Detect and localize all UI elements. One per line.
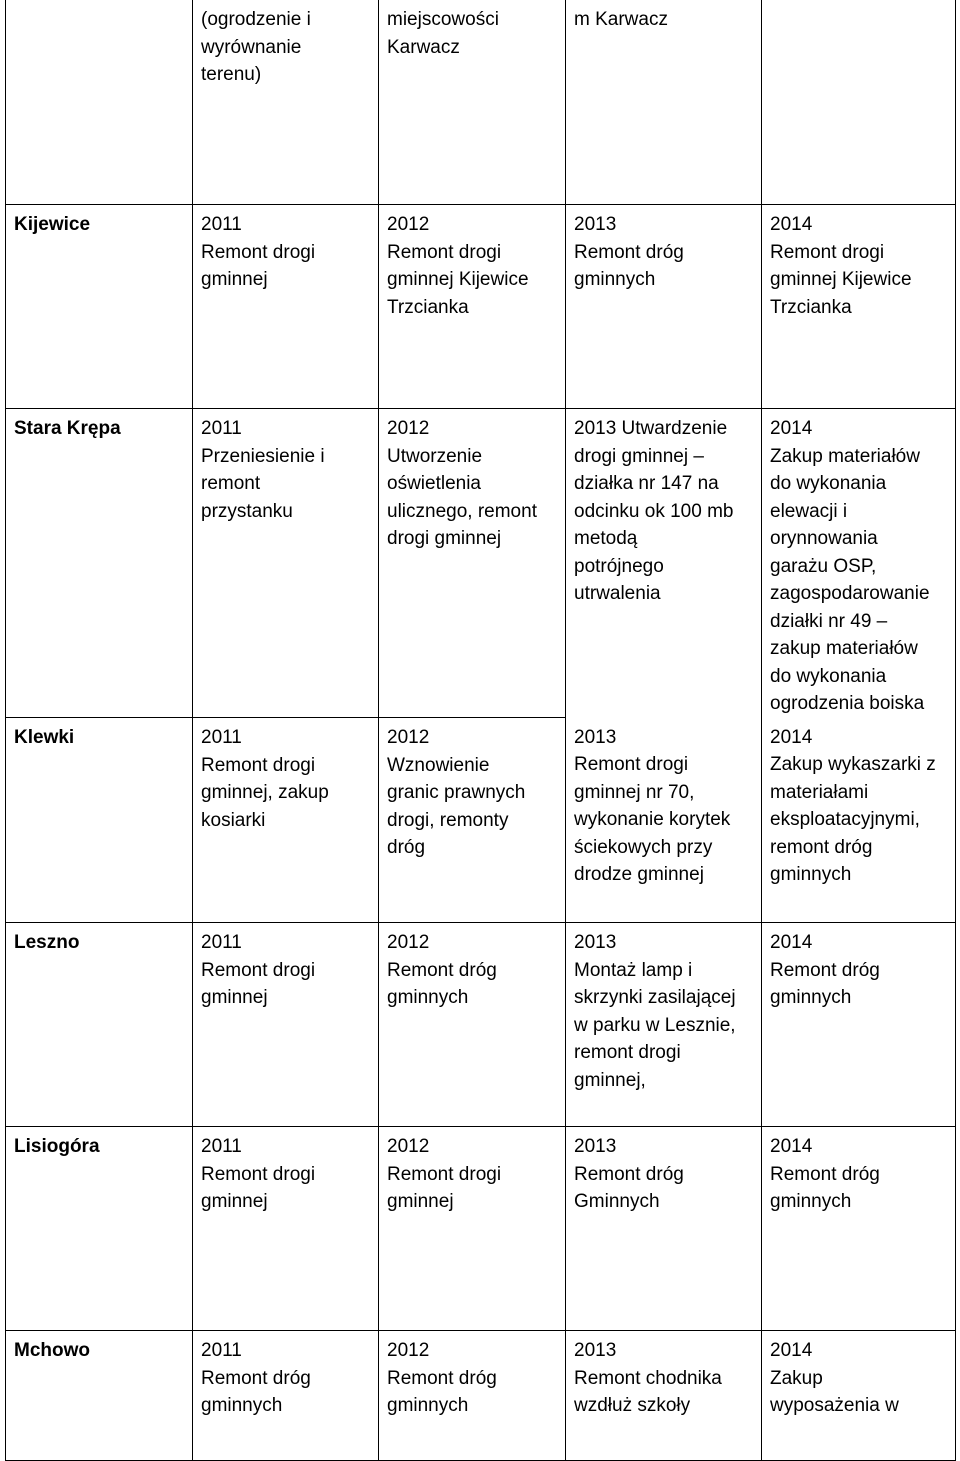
- year-cell-2011: [193, 0, 379, 205]
- cell-text: 2013 Remont dróg Gminnych: [574, 1136, 684, 1212]
- village-name: Lisiogóra: [14, 1136, 100, 1157]
- year-cell-2012: [379, 1331, 566, 1461]
- cell-text: 2012 Remont dróg gminnych: [387, 932, 497, 1008]
- year-cell-2013: [566, 409, 762, 718]
- village-cell: [6, 923, 193, 1127]
- year-cell-2014: [762, 0, 956, 205]
- table-row: [6, 718, 956, 923]
- cell-text: 2011 Przeniesienie i remont przystanku: [201, 418, 325, 522]
- cell-text: 2013 Utwardzenie drogi gminnej – działka nr 147 na odcinku ok 100 mb metodą potrójnego utrwalenia: [574, 418, 734, 604]
- year-cell-2012: [379, 0, 566, 205]
- village-name: Stara Krępa: [14, 418, 121, 439]
- village-name: Mchowo: [14, 1340, 90, 1361]
- table-row: [6, 409, 956, 718]
- table-row: [6, 1331, 956, 1461]
- year-cell-2013: [566, 1331, 762, 1461]
- village-cell: [6, 205, 193, 409]
- year-cell-2013: [566, 0, 762, 205]
- year-cell-2012: [379, 409, 566, 718]
- table-row: [6, 1127, 956, 1331]
- table-row: [6, 205, 956, 409]
- year-cell-2013: [566, 1127, 762, 1331]
- village-cell: [6, 1331, 193, 1461]
- year-cell-2011: [193, 923, 379, 1127]
- cell-text: 2012 Remont drogi gminnej Kijewice Trzcianka: [387, 214, 529, 318]
- village-cell: [6, 718, 193, 923]
- year-cell-2014: [762, 923, 956, 1127]
- year-cell-2012: [379, 718, 566, 923]
- cell-text: 2014 Remont dróg gminnych: [770, 932, 880, 1008]
- year-cell-2012: [379, 1127, 566, 1331]
- cell-text: 2013 Remont chodnika wzdłuż szkoły: [574, 1340, 722, 1416]
- cell-text: m Karwacz: [574, 9, 668, 30]
- year-cell-2012: [379, 923, 566, 1127]
- cell-text: 2014 Remont drogi gminnej Kijewice Trzcianka: [770, 214, 912, 318]
- cell-text: 2013 Montaż lamp i skrzynki zasilającej w parku w Lesznie, remont drogi gminnej,: [574, 932, 736, 1091]
- cell-text: 2011 Remont drogi gminnej: [201, 1136, 316, 1212]
- table-row: [6, 923, 956, 1127]
- year-cell-2013: [566, 205, 762, 409]
- year-cell-2014: [762, 718, 956, 923]
- cell-text: 2013 Remont dróg gminnych: [574, 214, 684, 290]
- year-cell-2011: [193, 409, 379, 718]
- year-cell-2014: [762, 205, 956, 409]
- cell-text: 2011 Remont dróg gminnych: [201, 1340, 311, 1416]
- cell-text: 2012 Remont dróg gminnych: [387, 1340, 497, 1416]
- investment-table: [5, 0, 956, 1461]
- village-cell: [6, 1127, 193, 1331]
- cell-text: 2014 Zakup wyposażenia w: [770, 1340, 899, 1416]
- village-cell: [6, 0, 193, 205]
- cell-text: 2012 Wznowienie granic prawnych drogi, remonty dróg: [387, 727, 526, 858]
- cell-text: (ogrodzenie i wyrównanie terenu): [201, 9, 311, 85]
- cell-text: 2011 Remont drogi gminnej: [201, 932, 316, 1008]
- cell-text: miejscowości Karwacz: [387, 9, 499, 58]
- cell-text: 2014 Zakup materiałów do wykonania elewacji i orynnowania garażu OSP, zagospodarowanie działki nr 49 – zakup materiałów do wykonania ogrodzenia boiska: [770, 418, 930, 714]
- year-cell-2014: [762, 409, 956, 718]
- year-cell-2011: [193, 1331, 379, 1461]
- village-name: Klewki: [14, 727, 75, 748]
- year-cell-2012: [379, 205, 566, 409]
- cell-text: 2012 Utworzenie oświetlenia ulicznego, remont drogi gminnej: [387, 418, 537, 549]
- table-row: [6, 0, 956, 205]
- year-cell-2011: [193, 205, 379, 409]
- village-name: Kijewice: [14, 214, 91, 235]
- year-cell-2011: [193, 718, 379, 923]
- cell-text: 2011 Remont drogi gminnej, zakup kosiarki: [201, 727, 329, 831]
- cell-text: 2014 Zakup wykaszarki z materiałami eksploatacyjnymi, remont dróg gminnych: [770, 726, 936, 885]
- year-cell-2013: [566, 923, 762, 1127]
- cell-text: 2014 Remont dróg gminnych: [770, 1136, 880, 1212]
- cell-text: 2012 Remont drogi gminnej: [387, 1136, 502, 1212]
- cell-text: 2013 Remont drogi gminnej nr 70, wykonanie korytek ściekowych przy drodze gminnej: [574, 726, 731, 885]
- village-cell: [6, 409, 193, 718]
- cell-text: 2011 Remont drogi gminnej: [201, 214, 316, 290]
- year-cell-2014: [762, 1127, 956, 1331]
- village-name: Leszno: [14, 932, 80, 953]
- year-cell-2013: [566, 718, 762, 923]
- year-cell-2011: [193, 1127, 379, 1331]
- year-cell-2014: [762, 1331, 956, 1461]
